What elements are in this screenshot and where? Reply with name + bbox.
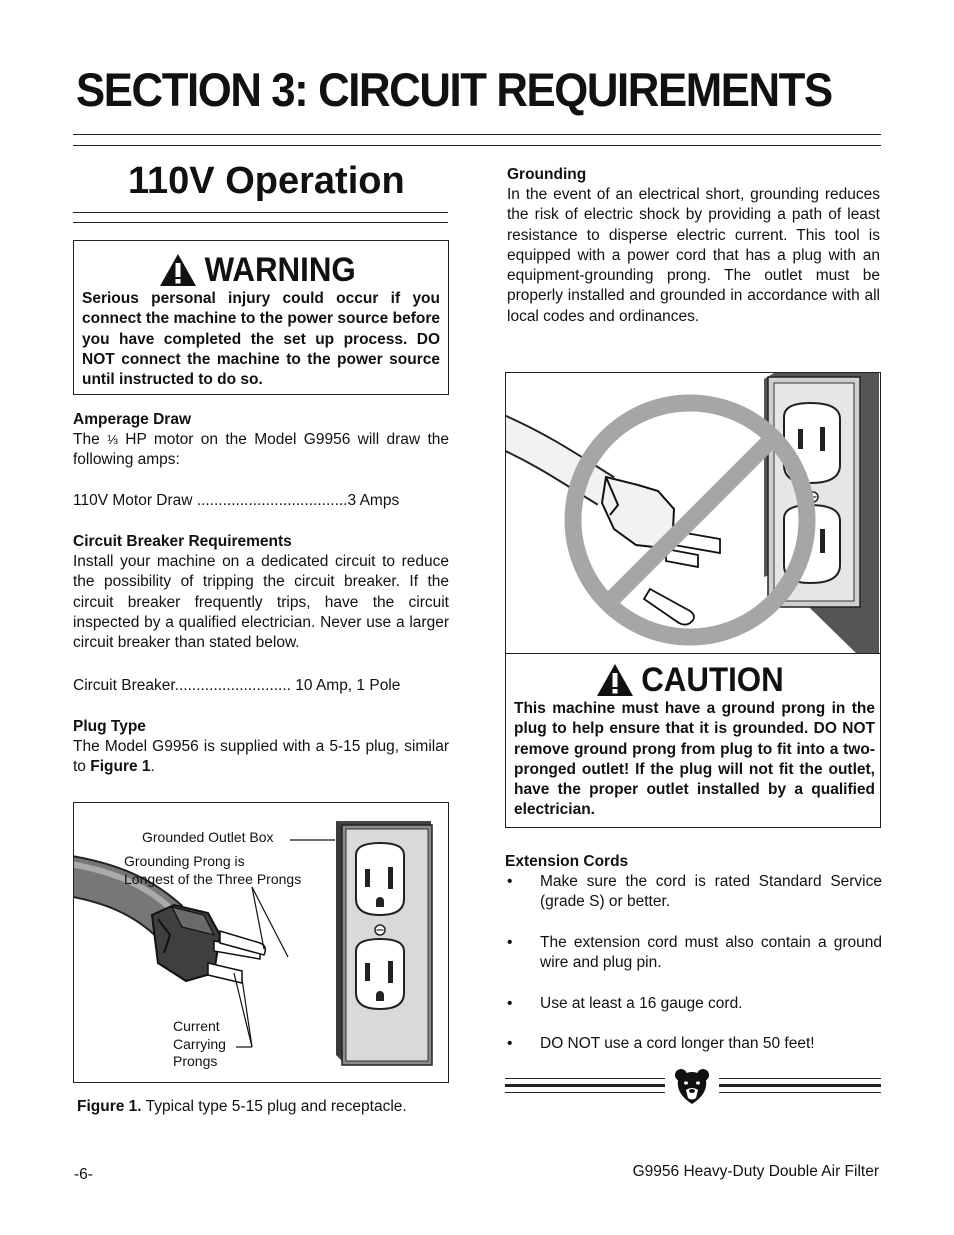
motor-draw-value: 3 Amps [347,492,400,509]
extension-heading: Extension Cords [505,853,629,870]
breaker-dots: ........................... [174,677,291,694]
breaker-value: 10 Amp, 1 Pole [295,677,401,694]
extension-item-text: The extension cord must also contain a ground wire and plug pin. [540,934,882,972]
amperage-text-before: The [73,431,100,448]
fig-label-outlet-box: Grounded Outlet Box [142,829,274,845]
section-title-divider-2 [73,145,881,146]
plug-text-body: The Model G9956 is supplied with a 5-15 plug, similar to [73,738,449,776]
fig-label-current-3: Prongs [173,1053,218,1069]
fig-label-ground-prong-2: Longest of the Three Prongs [124,871,302,887]
breaker-text: Install your machine on a dedicated circuit to reduce the possibility of tripping the circuit breaker. If the circuit breaker frequently trips, have the circuit inspected by a qualified electrician. Never use a larger circuit breaker than stated below. [73,553,449,652]
amperage-heading: Amperage Draw [73,411,192,428]
extension-item-text: Use at least a 16 gauge cord. [540,995,743,1012]
figure-1-caption-text: Typical type 5-15 plug and receptacle. [145,1098,407,1115]
grounding-text: In the event of an electrical short, grounding reduces the risk of electric shock by providing a path of least resistance to disperse electric current. This tool is equipped with a power cord that has a plug with an equipment-grounding prong. The outlet must be properly installed and grounded in accordance with all local codes and ordinances. [507,186,880,325]
breaker-line [73,676,400,696]
plug-heading: Plug Type [73,718,146,735]
bullet: • [507,995,513,1012]
caution-triangle-icon [596,663,634,697]
grounding-heading: Grounding [507,166,587,183]
warning-triangle-icon [159,253,197,287]
caution-text: This machine must have a ground prong in the plug to help ensure that it is grounded. DO NOT remove ground prong from plug to fit into a two-pronged outlet! If the plug will not fit the outlet, have the proper outlet installed by a qualified electrician. [514,700,875,819]
figure-1 [73,802,449,1083]
plug-period: . [150,758,155,776]
caution-label: CAUTION [641,660,784,699]
section-title: SECTION 3: CIRCUIT REQUIREMENTS [76,63,832,116]
motor-draw-dots: ................................... [196,492,348,509]
fig-label-current-2: Carrying [173,1036,226,1052]
plug-figure-ref: Figure 1 [90,758,151,776]
amperage-fraction: ⅓ [107,432,118,447]
caution-header [506,657,880,703]
end-divider [505,1066,881,1106]
bullet: • [507,934,513,951]
caution-divider [506,653,881,654]
warning-text: Serious personal injury could occur if you connect the machine to the power source before you have completed the set up process. DO NOT connect the machine to the power source until instructed to do so. [82,290,440,389]
caution-box [505,372,881,828]
no-two-prong-illustration [506,373,879,653]
amperage-text-after: HP motor on the Model G9956 will draw the following amps: [73,431,449,469]
page-number: -6- [74,1166,93,1183]
extension-item [507,933,883,975]
figure-1-caption-label: Figure 1. [77,1098,142,1115]
operation-title: 110V Operation [128,160,405,202]
fig-label-ground-prong-1: Grounding Prong is [124,853,245,869]
motor-draw-line [73,491,399,511]
fig-label-current-1: Current [173,1018,220,1034]
extension-item [507,872,883,914]
section-title-divider [73,134,881,135]
footer-model: G9956 Heavy-Duty Double Air Filter [632,1163,879,1180]
warning-header [74,247,448,293]
breaker-label: Circuit Breaker [73,677,175,694]
operation-title-divider [73,212,448,213]
warning-label: WARNING [204,250,357,289]
breaker-heading: Circuit Breaker Requirements [73,533,292,550]
extension-item-text: Make sure the cord is rated Standard Service (grade S) or better. [540,873,882,911]
bullet: • [507,1035,513,1052]
extension-item-text: DO NOT use a cord longer than 50 feet! [540,1035,815,1052]
figure-1-caption [77,1098,407,1116]
warning-box [73,240,449,395]
plug-text [73,737,449,778]
amperage-text [73,430,449,471]
motor-draw-label: 110V Motor Draw [73,492,193,509]
bear-logo-icon [672,1066,712,1106]
extension-item [507,1034,883,1055]
operation-title-divider-2 [73,222,448,223]
extension-item [507,994,883,1015]
bullet: • [507,873,513,890]
